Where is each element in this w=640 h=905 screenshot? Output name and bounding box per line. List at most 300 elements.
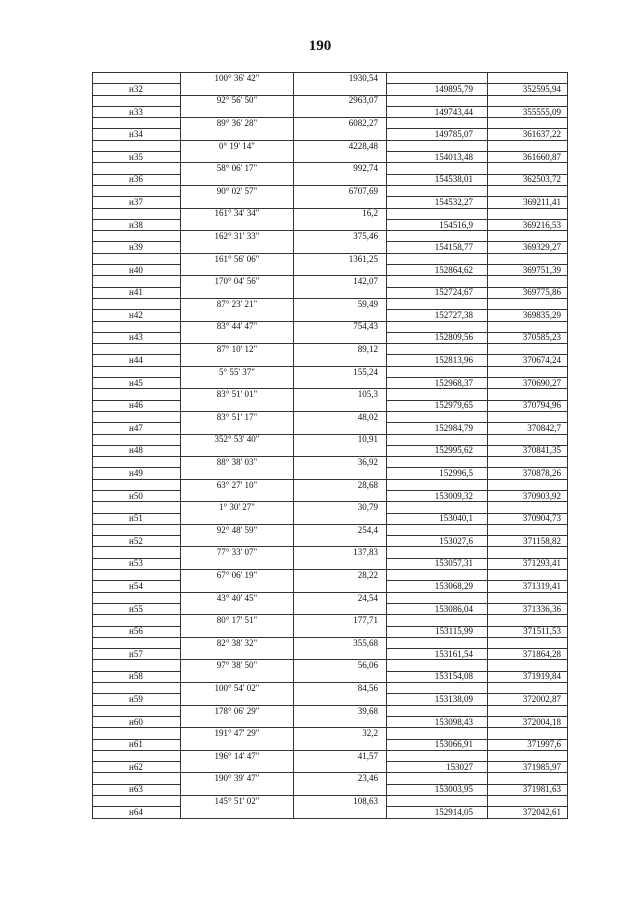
x-coordinate-cell xyxy=(387,457,488,468)
point-row xyxy=(93,400,568,411)
y-coordinate-cell xyxy=(488,321,568,332)
segment-row xyxy=(93,95,568,106)
x-coordinate-cell: 152914,05 xyxy=(387,807,488,818)
distance-cell xyxy=(294,197,387,208)
y-coordinate-cell: 370794,96 xyxy=(488,400,568,411)
distance-cell xyxy=(294,558,387,569)
y-coordinate-cell: 371293,41 xyxy=(488,558,568,569)
point-name-cell: н63 xyxy=(93,784,181,795)
point-name-cell: н53 xyxy=(93,558,181,569)
point-row xyxy=(93,129,568,140)
distance-cell xyxy=(294,739,387,750)
distance-cell xyxy=(294,716,387,727)
distance-cell xyxy=(294,581,387,592)
point-name-cell: н39 xyxy=(93,242,181,253)
x-coordinate-cell: 152995,62 xyxy=(387,445,488,456)
direction-angle-cell: 88° 38' 03" xyxy=(181,457,294,468)
y-coordinate-cell: 371864,28 xyxy=(488,649,568,660)
direction-angle-cell xyxy=(181,219,294,230)
x-coordinate-cell: 153161,54 xyxy=(387,649,488,660)
distance-cell: 41,57 xyxy=(294,750,387,761)
distance-cell xyxy=(294,310,387,321)
direction-angle-cell xyxy=(181,626,294,637)
segment-row xyxy=(93,118,568,129)
distance-cell: 105,3 xyxy=(294,389,387,400)
segment-row xyxy=(93,185,568,196)
x-coordinate-cell xyxy=(387,570,488,581)
segment-row xyxy=(93,637,568,648)
distance-cell: 177,71 xyxy=(294,615,387,626)
x-coordinate-cell: 149743,44 xyxy=(387,106,488,117)
x-coordinate-cell xyxy=(387,231,488,242)
y-coordinate-cell: 369835,29 xyxy=(488,310,568,321)
distance-cell xyxy=(294,84,387,95)
y-coordinate-cell: 370903,92 xyxy=(488,490,568,501)
x-coordinate-cell xyxy=(387,434,488,445)
direction-angle-cell: 100° 36' 42" xyxy=(181,73,294,84)
point-name-cell: н58 xyxy=(93,671,181,682)
distance-cell: 84,56 xyxy=(294,683,387,694)
segment-row xyxy=(93,705,568,716)
x-coordinate-cell xyxy=(387,705,488,716)
x-coordinate-cell xyxy=(387,502,488,513)
x-coordinate-cell xyxy=(387,592,488,603)
point-row xyxy=(93,536,568,547)
point-row xyxy=(93,287,568,298)
x-coordinate-cell xyxy=(387,660,488,671)
direction-angle-cell: 161° 34' 34" xyxy=(181,208,294,219)
x-coordinate-cell xyxy=(387,253,488,264)
distance-cell: 6082,27 xyxy=(294,118,387,129)
x-coordinate-cell: 153066,91 xyxy=(387,739,488,750)
point-row xyxy=(93,603,568,614)
distance-cell xyxy=(294,784,387,795)
distance-cell: 10,91 xyxy=(294,434,387,445)
distance-cell xyxy=(294,129,387,140)
point-name-cell: н42 xyxy=(93,310,181,321)
point-name-cell xyxy=(93,321,181,332)
direction-angle-cell xyxy=(181,694,294,705)
point-name-cell xyxy=(93,615,181,626)
y-coordinate-cell: 371511,53 xyxy=(488,626,568,637)
point-row xyxy=(93,84,568,95)
direction-angle-cell: 191° 47' 29" xyxy=(181,728,294,739)
x-coordinate-cell xyxy=(387,298,488,309)
y-coordinate-cell xyxy=(488,502,568,513)
direction-angle-cell xyxy=(181,152,294,163)
distance-cell xyxy=(294,423,387,434)
point-name-cell: н59 xyxy=(93,694,181,705)
y-coordinate-cell xyxy=(488,570,568,581)
segment-row xyxy=(93,773,568,784)
segment-row xyxy=(93,163,568,174)
x-coordinate-cell xyxy=(387,796,488,807)
point-name-cell: н32 xyxy=(93,84,181,95)
segment-row xyxy=(93,208,568,219)
x-coordinate-cell xyxy=(387,615,488,626)
distance-cell xyxy=(294,626,387,637)
distance-cell: 1930,54 xyxy=(294,73,387,84)
direction-angle-cell xyxy=(181,784,294,795)
direction-angle-cell xyxy=(181,423,294,434)
x-coordinate-cell: 152984,79 xyxy=(387,423,488,434)
direction-angle-cell xyxy=(181,400,294,411)
segment-row xyxy=(93,231,568,242)
direction-angle-cell: 161° 56' 06" xyxy=(181,253,294,264)
distance-cell xyxy=(294,355,387,366)
point-row xyxy=(93,332,568,343)
y-coordinate-cell: 369329,27 xyxy=(488,242,568,253)
y-coordinate-cell: 372042,61 xyxy=(488,807,568,818)
direction-angle-cell xyxy=(181,197,294,208)
point-name-cell xyxy=(93,253,181,264)
distance-cell xyxy=(294,400,387,411)
point-name-cell: н47 xyxy=(93,423,181,434)
distance-cell: 89,12 xyxy=(294,344,387,355)
distance-cell: 16,2 xyxy=(294,208,387,219)
distance-cell: 6707,69 xyxy=(294,185,387,196)
direction-angle-cell xyxy=(181,762,294,773)
point-name-cell: н33 xyxy=(93,106,181,117)
distance-cell xyxy=(294,671,387,682)
point-name-cell: н50 xyxy=(93,490,181,501)
direction-angle-cell xyxy=(181,468,294,479)
y-coordinate-cell xyxy=(488,524,568,535)
x-coordinate-cell xyxy=(387,411,488,422)
direction-angle-cell: 83° 51' 17" xyxy=(181,411,294,422)
point-name-cell: н36 xyxy=(93,174,181,185)
direction-angle-cell: 190° 39' 47" xyxy=(181,773,294,784)
distance-cell: 155,24 xyxy=(294,366,387,377)
direction-angle-cell: 82° 38' 32" xyxy=(181,637,294,648)
direction-angle-cell: 89° 36' 28" xyxy=(181,118,294,129)
x-coordinate-cell: 152727,38 xyxy=(387,310,488,321)
point-name-cell xyxy=(93,389,181,400)
y-coordinate-cell: 371319,41 xyxy=(488,581,568,592)
y-coordinate-cell xyxy=(488,253,568,264)
point-row xyxy=(93,671,568,682)
distance-cell: 4228,48 xyxy=(294,140,387,151)
direction-angle-cell: 178° 06' 29" xyxy=(181,705,294,716)
point-name-cell: н62 xyxy=(93,762,181,773)
direction-angle-cell: 162° 31' 33" xyxy=(181,231,294,242)
point-name-cell xyxy=(93,773,181,784)
direction-angle-cell xyxy=(181,106,294,117)
segment-row xyxy=(93,502,568,513)
point-name-cell: н45 xyxy=(93,378,181,389)
distance-cell xyxy=(294,106,387,117)
x-coordinate-cell xyxy=(387,637,488,648)
x-coordinate-cell xyxy=(387,140,488,151)
point-row xyxy=(93,242,568,253)
direction-angle-cell xyxy=(181,310,294,321)
point-name-cell: н55 xyxy=(93,603,181,614)
y-coordinate-cell: 370841,35 xyxy=(488,445,568,456)
x-coordinate-cell: 154516,9 xyxy=(387,219,488,230)
y-coordinate-cell xyxy=(488,479,568,490)
point-row xyxy=(93,694,568,705)
segment-row xyxy=(93,592,568,603)
point-row xyxy=(93,558,568,569)
point-name-cell: н35 xyxy=(93,152,181,163)
y-coordinate-cell xyxy=(488,231,568,242)
distance-cell xyxy=(294,468,387,479)
x-coordinate-cell: 153154,08 xyxy=(387,671,488,682)
direction-angle-cell: 58° 06' 17" xyxy=(181,163,294,174)
point-row xyxy=(93,265,568,276)
point-name-cell xyxy=(93,411,181,422)
direction-angle-cell: 92° 56' 50" xyxy=(181,95,294,106)
distance-cell: 32,2 xyxy=(294,728,387,739)
x-coordinate-cell xyxy=(387,185,488,196)
direction-angle-cell xyxy=(181,242,294,253)
x-coordinate-cell xyxy=(387,366,488,377)
distance-cell xyxy=(294,490,387,501)
y-coordinate-cell xyxy=(488,434,568,445)
x-coordinate-cell: 153009,32 xyxy=(387,490,488,501)
distance-cell: 30,79 xyxy=(294,502,387,513)
x-coordinate-cell: 152813,96 xyxy=(387,355,488,366)
segment-row xyxy=(93,660,568,671)
point-row xyxy=(93,762,568,773)
segment-row xyxy=(93,750,568,761)
y-coordinate-cell: 369211,41 xyxy=(488,197,568,208)
point-name-cell xyxy=(93,140,181,151)
x-coordinate-cell: 153115,99 xyxy=(387,626,488,637)
y-coordinate-cell: 371336,36 xyxy=(488,603,568,614)
x-coordinate-cell xyxy=(387,118,488,129)
direction-angle-cell xyxy=(181,513,294,524)
point-name-cell xyxy=(93,73,181,84)
direction-angle-cell: 80° 17' 51" xyxy=(181,615,294,626)
point-name-cell: н51 xyxy=(93,513,181,524)
point-row xyxy=(93,739,568,750)
point-name-cell xyxy=(93,547,181,558)
direction-angle-cell: 63° 27' 10" xyxy=(181,479,294,490)
x-coordinate-cell xyxy=(387,321,488,332)
point-name-cell xyxy=(93,118,181,129)
distance-cell xyxy=(294,219,387,230)
coordinates-table-body xyxy=(93,73,568,819)
x-coordinate-cell: 153040,1 xyxy=(387,513,488,524)
point-name-cell xyxy=(93,660,181,671)
distance-cell xyxy=(294,152,387,163)
direction-angle-cell xyxy=(181,581,294,592)
x-coordinate-cell: 154158,77 xyxy=(387,242,488,253)
y-coordinate-cell xyxy=(488,796,568,807)
point-name-cell: н49 xyxy=(93,468,181,479)
y-coordinate-cell: 371158,82 xyxy=(488,536,568,547)
y-coordinate-cell xyxy=(488,637,568,648)
distance-cell: 48,02 xyxy=(294,411,387,422)
x-coordinate-cell: 153098,43 xyxy=(387,716,488,727)
x-coordinate-cell: 152996,5 xyxy=(387,468,488,479)
direction-angle-cell xyxy=(181,287,294,298)
x-coordinate-cell xyxy=(387,547,488,558)
x-coordinate-cell: 154538,01 xyxy=(387,174,488,185)
x-coordinate-cell xyxy=(387,728,488,739)
y-coordinate-cell xyxy=(488,185,568,196)
y-coordinate-cell: 361660,87 xyxy=(488,152,568,163)
distance-cell: 28,22 xyxy=(294,570,387,581)
distance-cell xyxy=(294,807,387,818)
distance-cell: 36,92 xyxy=(294,457,387,468)
direction-angle-cell: 0° 19' 14" xyxy=(181,140,294,151)
direction-angle-cell xyxy=(181,739,294,750)
y-coordinate-cell: 370690,27 xyxy=(488,378,568,389)
y-coordinate-cell: 369775,86 xyxy=(488,287,568,298)
y-coordinate-cell xyxy=(488,73,568,84)
distance-cell: 2963,07 xyxy=(294,95,387,106)
x-coordinate-cell: 154013,48 xyxy=(387,152,488,163)
direction-angle-cell xyxy=(181,355,294,366)
point-name-cell: н41 xyxy=(93,287,181,298)
distance-cell xyxy=(294,378,387,389)
point-row xyxy=(93,490,568,501)
distance-cell: 23,46 xyxy=(294,773,387,784)
distance-cell: 28,68 xyxy=(294,479,387,490)
segment-row xyxy=(93,411,568,422)
direction-angle-cell: 145° 51' 02" xyxy=(181,796,294,807)
distance-cell xyxy=(294,513,387,524)
point-name-cell xyxy=(93,344,181,355)
y-coordinate-cell xyxy=(488,366,568,377)
x-coordinate-cell: 152724,67 xyxy=(387,287,488,298)
point-name-cell xyxy=(93,185,181,196)
y-coordinate-cell: 371981,63 xyxy=(488,784,568,795)
point-row xyxy=(93,581,568,592)
point-name-cell xyxy=(93,366,181,377)
point-name-cell: н64 xyxy=(93,807,181,818)
direction-angle-cell: 100° 54' 02" xyxy=(181,683,294,694)
x-coordinate-cell: 149895,79 xyxy=(387,84,488,95)
point-row xyxy=(93,445,568,456)
point-name-cell xyxy=(93,502,181,513)
direction-angle-cell xyxy=(181,716,294,727)
y-coordinate-cell: 370878,26 xyxy=(488,468,568,479)
page-number: 190 xyxy=(308,38,332,54)
y-coordinate-cell xyxy=(488,163,568,174)
y-coordinate-cell xyxy=(488,728,568,739)
x-coordinate-cell xyxy=(387,163,488,174)
y-coordinate-cell xyxy=(488,389,568,400)
point-row xyxy=(93,310,568,321)
direction-angle-cell: 352° 53' 40" xyxy=(181,434,294,445)
distance-cell: 375,46 xyxy=(294,231,387,242)
y-coordinate-cell xyxy=(488,660,568,671)
point-name-cell xyxy=(93,637,181,648)
y-coordinate-cell xyxy=(488,208,568,219)
segment-row xyxy=(93,570,568,581)
direction-angle-cell: 5° 55' 37" xyxy=(181,366,294,377)
x-coordinate-cell xyxy=(387,389,488,400)
y-coordinate-cell xyxy=(488,95,568,106)
distance-cell xyxy=(294,536,387,547)
x-coordinate-cell xyxy=(387,344,488,355)
distance-cell xyxy=(294,174,387,185)
y-coordinate-cell: 352595,94 xyxy=(488,84,568,95)
y-coordinate-cell: 370585,23 xyxy=(488,332,568,343)
point-row xyxy=(93,423,568,434)
distance-cell: 39,68 xyxy=(294,705,387,716)
point-name-cell xyxy=(93,95,181,106)
y-coordinate-cell xyxy=(488,705,568,716)
direction-angle-cell: 92° 48' 59" xyxy=(181,524,294,535)
segment-row xyxy=(93,524,568,535)
distance-cell: 992,74 xyxy=(294,163,387,174)
y-coordinate-cell: 369216,53 xyxy=(488,219,568,230)
x-coordinate-cell: 153027,6 xyxy=(387,536,488,547)
direction-angle-cell xyxy=(181,558,294,569)
x-coordinate-cell xyxy=(387,208,488,219)
segment-row xyxy=(93,615,568,626)
segment-row xyxy=(93,457,568,468)
point-name-cell: н34 xyxy=(93,129,181,140)
y-coordinate-cell: 369751,39 xyxy=(488,265,568,276)
point-name-cell xyxy=(93,705,181,716)
segment-row xyxy=(93,796,568,807)
point-row xyxy=(93,174,568,185)
distance-cell xyxy=(294,694,387,705)
coordinates-table xyxy=(92,72,568,819)
point-row xyxy=(93,152,568,163)
x-coordinate-cell xyxy=(387,73,488,84)
y-coordinate-cell xyxy=(488,592,568,603)
x-coordinate-cell: 153138,09 xyxy=(387,694,488,705)
distance-cell xyxy=(294,265,387,276)
point-name-cell: н61 xyxy=(93,739,181,750)
x-coordinate-cell: 152864,62 xyxy=(387,265,488,276)
x-coordinate-cell: 153057,31 xyxy=(387,558,488,569)
distance-cell: 108,63 xyxy=(294,796,387,807)
x-coordinate-cell: 153068,29 xyxy=(387,581,488,592)
direction-angle-cell xyxy=(181,445,294,456)
segment-row xyxy=(93,728,568,739)
y-coordinate-cell xyxy=(488,140,568,151)
direction-angle-cell: 87° 23' 21" xyxy=(181,298,294,309)
direction-angle-cell xyxy=(181,84,294,95)
point-name-cell: н48 xyxy=(93,445,181,456)
direction-angle-cell: 90° 02' 57" xyxy=(181,185,294,196)
segment-row xyxy=(93,321,568,332)
x-coordinate-cell: 152968,37 xyxy=(387,378,488,389)
point-row xyxy=(93,355,568,366)
direction-angle-cell xyxy=(181,649,294,660)
point-row xyxy=(93,219,568,230)
distance-cell: 137,83 xyxy=(294,547,387,558)
y-coordinate-cell: 361637,22 xyxy=(488,129,568,140)
segment-row xyxy=(93,683,568,694)
point-name-cell xyxy=(93,434,181,445)
direction-angle-cell xyxy=(181,265,294,276)
x-coordinate-cell xyxy=(387,276,488,287)
point-row xyxy=(93,716,568,727)
segment-row xyxy=(93,298,568,309)
y-coordinate-cell xyxy=(488,547,568,558)
distance-cell: 1361,25 xyxy=(294,253,387,264)
y-coordinate-cell: 371985,97 xyxy=(488,762,568,773)
distance-cell: 24,54 xyxy=(294,592,387,603)
x-coordinate-cell xyxy=(387,750,488,761)
point-row xyxy=(93,513,568,524)
direction-angle-cell: 83° 44' 47" xyxy=(181,321,294,332)
segment-row xyxy=(93,366,568,377)
distance-cell: 56,06 xyxy=(294,660,387,671)
segment-row xyxy=(93,276,568,287)
segment-row xyxy=(93,479,568,490)
y-coordinate-cell: 372002,87 xyxy=(488,694,568,705)
direction-angle-cell: 83° 51' 01" xyxy=(181,389,294,400)
